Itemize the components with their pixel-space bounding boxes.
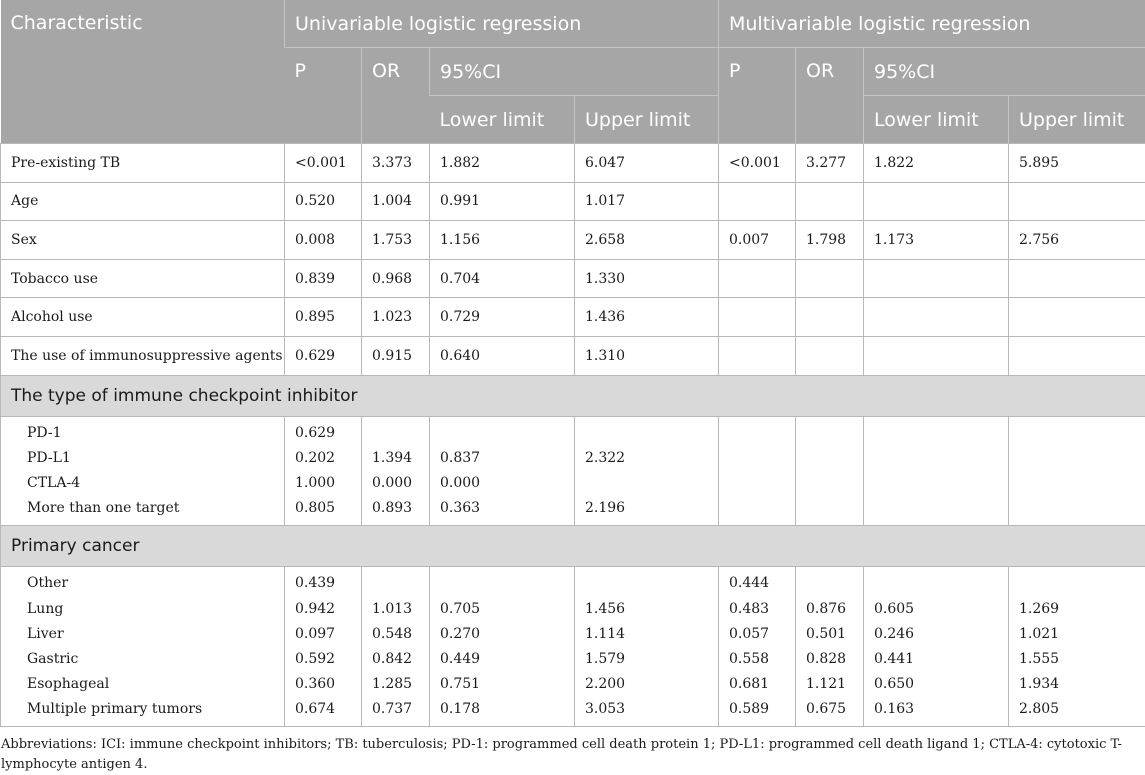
cancer-group [1,567,1145,727]
table-body [1,144,1145,727]
cell-value: 0.439 [295,575,336,592]
row-label: Alcohol use [1,298,285,337]
cell-u-p: 0.895 [285,298,362,337]
cell-m-or: 1.798 [796,221,864,260]
cell-value: 1.934 [1019,676,1060,693]
cell-value [585,571,718,596]
ici-m-lower [864,416,1009,526]
table-row [1,336,1145,375]
ici-u-p [285,416,362,526]
cell-m-or: 3.277 [796,144,864,183]
cell-value: 0.449 [440,650,481,667]
section-title: Primary cancer [1,526,1145,567]
cancer-label: Esophageal [27,676,110,693]
cell-m-upper [1009,336,1145,375]
cancer-u-upper [575,567,719,727]
cell-value [585,471,718,496]
ici-u-or [362,416,430,526]
ici-u-lower [430,416,575,526]
cell-m-lower [864,259,1009,298]
cell-value: 0.737 [372,701,413,718]
table-row [1,182,1145,221]
cell-u-upper: 2.658 [575,221,719,260]
cell-u-upper: 1.310 [575,336,719,375]
cell-value: 0.270 [440,625,481,642]
cell-u-lower: 1.156 [430,221,575,260]
cell-value: 0.444 [729,575,770,592]
cell-value: 0.605 [874,600,915,617]
cell-m-or [796,336,864,375]
ici-label: CTLA-4 [27,474,81,491]
header-m-p: P [719,48,796,144]
cancer-label: Liver [27,625,64,642]
cancer-label: Gastric [27,650,79,667]
header-m-ci: 95%CI [864,48,1145,96]
header-u-p: P [285,48,362,144]
cell-m-upper: 2.756 [1009,221,1145,260]
cell-value: 1.456 [585,600,626,617]
cell-value: 0.163 [874,701,915,718]
cell-u-or: 3.373 [362,144,430,183]
cell-value: 0.675 [806,701,847,718]
cell-value: 0.246 [874,625,915,642]
cell-u-upper: 6.047 [575,144,719,183]
cell-value: 0.000 [372,474,413,491]
cancer-m-lower [864,567,1009,727]
cell-value: 1.021 [1019,625,1060,642]
cell-value: 0.828 [806,650,847,667]
table-row [1,144,1145,183]
cell-value: 0.548 [372,625,413,642]
cell-value: 0.558 [729,650,770,667]
cell-value [440,421,574,446]
cell-u-lower: 0.729 [430,298,575,337]
cell-m-p: 0.007 [719,221,796,260]
ici-label: PD-1 [27,424,62,441]
cell-value: 1.121 [806,676,847,693]
cell-u-upper: 1.017 [575,182,719,221]
section-ici-header [1,375,1145,416]
header-m-upper: Upper limit [1009,96,1145,144]
header-u-lower: Lower limit [430,96,575,144]
cell-value: 0.178 [440,701,481,718]
cell-m-or [796,298,864,337]
cell-m-lower [864,298,1009,337]
cancer-m-upper [1009,567,1145,727]
ici-label: More than one target [27,500,180,517]
cell-m-lower [864,336,1009,375]
cell-value: 0.363 [440,500,481,517]
cell-value: 0.202 [295,449,336,466]
cell-value: 1.394 [372,449,413,466]
cell-value: 2.805 [1019,701,1060,718]
cancer-u-lower [430,567,575,727]
cell-u-or: 1.753 [362,221,430,260]
cell-m-lower [864,182,1009,221]
cell-u-lower: 0.704 [430,259,575,298]
cell-m-upper: 5.895 [1009,144,1145,183]
cell-value: 1.013 [372,600,413,617]
header-multivariable: Multivariable logistic regression [719,0,1145,48]
cell-u-p: 0.520 [285,182,362,221]
cell-value: 0.650 [874,676,915,693]
cell-value: 0.893 [372,500,413,517]
cell-u-upper: 1.436 [575,298,719,337]
cell-value: 0.501 [806,625,847,642]
cell-u-p: <0.001 [285,144,362,183]
cell-u-p: 0.839 [285,259,362,298]
section-cancer-header [1,526,1145,567]
cell-value: 2.200 [585,676,626,693]
cell-value: 0.805 [295,500,336,517]
header-characteristic: Characteristic [1,0,285,144]
header-univariable: Univariable logistic regression [285,0,719,48]
table-footnote: Abbreviations: ICI: immune checkpoint inhibitors; TB: tuberculosis; PD-1: programmed cell death protein 1; PD-L1: programmed cell death ligand 1; CTLA-4: cytotoxic T-lymphocyte antigen 4. [1,737,1122,772]
ici-group [1,416,1145,526]
cell-m-p: <0.001 [719,144,796,183]
header-m-or: OR [796,48,864,144]
header-u-upper: Upper limit [575,96,719,144]
cell-value: 0.705 [440,600,481,617]
section-title: The type of immune checkpoint inhibitor [1,375,1145,416]
cell-u-or: 1.023 [362,298,430,337]
cell-m-or [796,259,864,298]
cell-m-lower: 1.173 [864,221,1009,260]
cell-value: 0.000 [440,474,481,491]
table-row [1,221,1145,260]
cancer-label: Multiple primary tumors [27,701,203,718]
cancer-u-or [362,567,430,727]
cell-value [440,571,574,596]
cell-value: 0.674 [295,701,336,718]
cell-m-p [719,298,796,337]
cell-u-or: 1.004 [362,182,430,221]
cancer-m-or [796,567,864,727]
cell-u-p: 0.008 [285,221,362,260]
cancer-u-p [285,567,362,727]
cell-u-p: 0.629 [285,336,362,375]
ici-label: PD-L1 [27,449,71,466]
cancer-m-p [719,567,796,727]
row-label: Sex [1,221,285,260]
cell-value: 0.629 [295,424,336,441]
cancer-label: Lung [27,600,64,617]
cell-value: 0.842 [372,650,413,667]
cell-value: 0.097 [295,625,336,642]
table-row [1,298,1145,337]
cell-m-p [719,182,796,221]
table-header [1,0,1145,144]
cell-u-or: 0.915 [362,336,430,375]
row-label: Age [1,182,285,221]
cell-value: 0.483 [729,600,770,617]
header-u-ci: 95%CI [430,48,719,96]
ici-m-upper [1009,416,1145,526]
cancer-labels [1,567,285,727]
cell-value: 0.360 [295,676,336,693]
cell-u-lower: 0.640 [430,336,575,375]
cell-value: 0.057 [729,625,770,642]
cell-u-lower: 0.991 [430,182,575,221]
cell-m-upper [1009,259,1145,298]
cell-u-upper: 1.330 [575,259,719,298]
cell-value: 1.555 [1019,650,1060,667]
cell-u-lower: 1.882 [430,144,575,183]
cell-value: 0.592 [295,650,336,667]
cell-m-p [719,259,796,298]
cell-value: 0.751 [440,676,481,693]
row-label: The use of immunosuppressive agents [1,336,285,375]
ici-m-or [796,416,864,526]
cell-value: 0.589 [729,701,770,718]
cell-value [372,571,429,596]
cell-value: 0.942 [295,600,336,617]
cell-value [806,571,863,596]
row-label: Pre-existing TB [1,144,285,183]
cell-value: 0.441 [874,650,915,667]
cell-value [874,571,1008,596]
ici-m-p [719,416,796,526]
cancer-label: Other [27,575,69,592]
cell-value [1019,571,1145,596]
cell-value [372,421,429,446]
header-u-or: OR [362,48,430,144]
header-m-lower: Lower limit [864,96,1009,144]
cell-value: 0.876 [806,600,847,617]
cell-value: 1.579 [585,650,626,667]
cell-value: 0.681 [729,676,770,693]
cell-value: 3.053 [585,701,626,718]
ici-labels [1,416,285,526]
cell-value: 2.196 [585,500,626,517]
cell-value: 1.269 [1019,600,1060,617]
row-label: Tobacco use [1,259,285,298]
cell-value: 1.114 [585,625,626,642]
cell-value: 0.837 [440,449,481,466]
cell-m-or [796,182,864,221]
cell-value: 1.285 [372,676,413,693]
cell-value: 2.322 [585,449,626,466]
cell-value [585,421,718,446]
cell-value: 1.000 [295,474,336,491]
ici-u-upper [575,416,719,526]
cell-m-upper [1009,298,1145,337]
cell-m-upper [1009,182,1145,221]
cell-u-or: 0.968 [362,259,430,298]
cell-m-lower: 1.822 [864,144,1009,183]
cell-m-p [719,336,796,375]
table-row [1,259,1145,298]
